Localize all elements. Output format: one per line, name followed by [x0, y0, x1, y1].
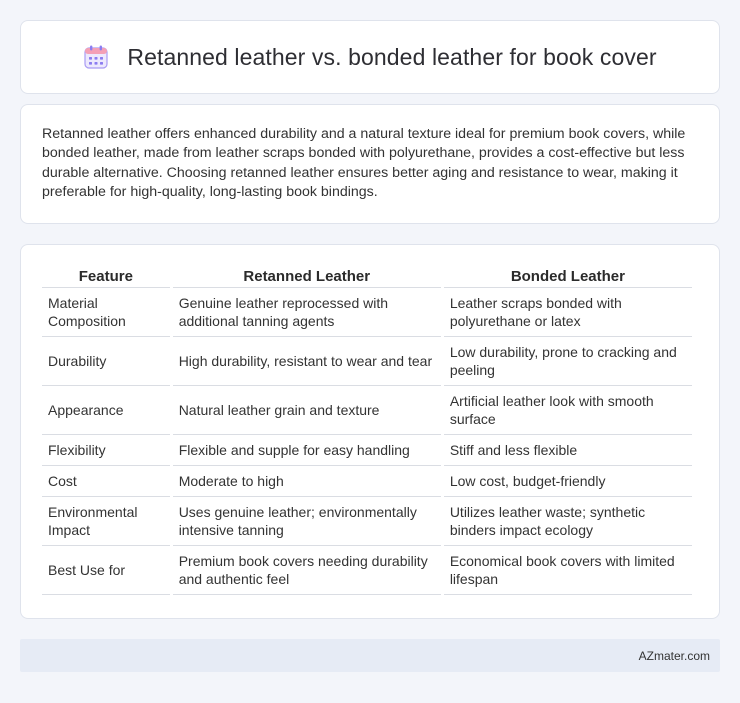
- title-wrap: [83, 44, 656, 71]
- retanned-cell: Uses genuine leather; environmentally intensive tanning: [173, 497, 441, 546]
- feature-cell: Material Composition: [42, 288, 170, 337]
- table-row: [42, 337, 692, 386]
- bonded-cell: Economical book covers with limited lifespan: [444, 546, 692, 595]
- feature-cell: Cost: [42, 466, 170, 497]
- header-bonded-leather: Bonded Leather: [444, 264, 692, 288]
- retanned-cell: Moderate to high: [173, 466, 441, 497]
- retanned-cell: Premium book covers needing durability and authentic feel: [173, 546, 441, 595]
- comparison-table-card: [20, 244, 720, 619]
- feature-cell: Appearance: [42, 386, 170, 435]
- page-title: Retanned leather vs. bonded leather for book cover: [127, 43, 657, 70]
- table-header-row: [42, 264, 692, 288]
- table-row: [42, 546, 692, 595]
- title-card: [20, 20, 720, 94]
- retanned-cell: Genuine leather reprocessed with additional tanning agents: [173, 288, 441, 337]
- footer-site-label: AZmater.com: [638, 648, 710, 663]
- bonded-cell: Low durability, prone to cracking and peeling: [444, 337, 692, 386]
- summary-text: Retanned leather offers enhanced durability and a natural texture ideal for premium book covers, while bonded leather, made from leather scraps bonded with polyurethane, provides a cost-effective but less durable alternative. Choosing retanned leather ensures better aging and resistance to wear, making it preferable for high-quality, long-lasting book bindings.: [42, 126, 686, 201]
- table-row: [42, 435, 692, 466]
- table-row: [42, 497, 692, 546]
- header-retanned-leather: Retanned Leather: [173, 264, 441, 288]
- bonded-cell: Leather scraps bonded with polyurethane or latex: [444, 288, 692, 337]
- bonded-cell: Artificial leather look with smooth surface: [444, 386, 692, 435]
- retanned-cell: High durability, resistant to wear and tear: [173, 337, 441, 386]
- feature-cell: Durability: [42, 337, 170, 386]
- summary-card: [20, 104, 720, 224]
- feature-cell: Best Use for: [42, 546, 170, 595]
- comparison-table: [39, 264, 695, 595]
- retanned-cell: Flexible and supple for easy handling: [173, 435, 441, 466]
- retanned-cell: Natural leather grain and texture: [173, 386, 441, 435]
- bonded-cell: Low cost, budget-friendly: [444, 466, 692, 497]
- feature-cell: Flexibility: [42, 435, 170, 466]
- table-row: [42, 386, 692, 435]
- table-row: [42, 466, 692, 497]
- bonded-cell: Utilizes leather waste; synthetic binders impact ecology: [444, 497, 692, 546]
- header-feature: Feature: [42, 264, 170, 288]
- feature-cell: Environmental Impact: [42, 497, 170, 546]
- calendar-icon: [83, 44, 109, 70]
- table-row: [42, 288, 692, 337]
- footer-bar: [20, 639, 720, 672]
- bonded-cell: Stiff and less flexible: [444, 435, 692, 466]
